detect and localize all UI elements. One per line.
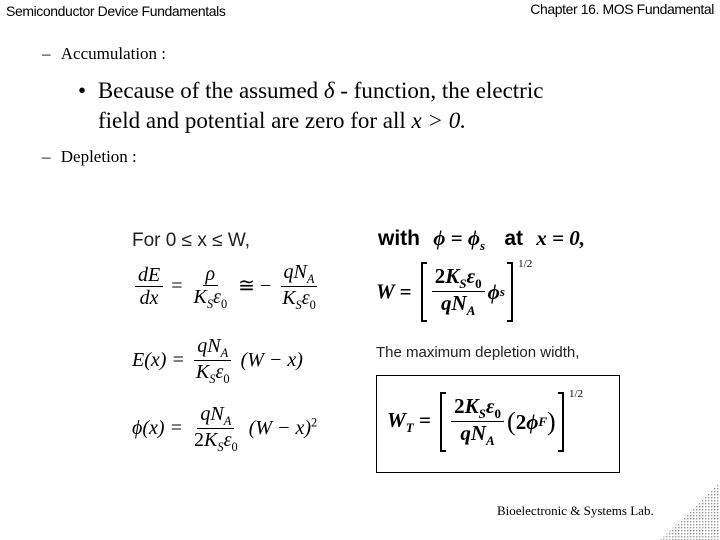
- with-cond: ϕ = ϕ: [433, 226, 481, 250]
- eq2-rest: (W − x): [240, 348, 303, 371]
- wt-exponent: 1/2: [568, 387, 584, 400]
- boundary-condition: [378, 226, 585, 254]
- delta-symbol: δ: [323, 78, 335, 103]
- wt-equation: $W_T$ = $\frac{2K_S\varepsilon_0}{qN_A}$ ( 2 ϕ F ) $^{1/2}$: [387, 392, 583, 452]
- eq1-rhs-num: qN: [283, 261, 307, 283]
- w-exponent: 1/2: [518, 257, 533, 270]
- with-word: with: [378, 227, 420, 250]
- max-depletion-label: The maximum depletion width,: [376, 344, 580, 361]
- w-lhs: W =: [376, 279, 412, 304]
- equation-dE-dx: $\frac{dE}{dx}$ = $\frac{\rho}{K_S\varepsilon_0}$ ≅ − $\frac{qN_A}{K_S\varepsilon_0}$: [132, 262, 322, 313]
- header-left-title: Semiconductor Device Fundamentals: [6, 3, 226, 19]
- eq2-lhs: E(x) =: [132, 348, 185, 371]
- at-cond: x = 0,: [536, 226, 586, 250]
- eq1-lhs-num: dE: [135, 265, 163, 287]
- accum-text-2a: field and potential are zero for all: [98, 108, 412, 133]
- depletion-label: Depletion :: [60, 147, 137, 166]
- for-condition: For 0 ≤ x ≤ W,: [132, 230, 250, 251]
- dash-bullet: –: [42, 147, 51, 166]
- depletion-width-equation: [376, 257, 533, 322]
- wt-lhs: W: [387, 407, 406, 432]
- accum-line-1: [78, 76, 698, 106]
- eq3-rest: (W − x): [248, 416, 312, 439]
- accumulation-heading: [42, 44, 166, 64]
- with-sub: s: [480, 238, 486, 254]
- accum-text-1a: Because of the assumed: [97, 78, 324, 103]
- accumulation-label: Accumulation :: [60, 44, 167, 63]
- wt-bracket: $\frac{2K_S\varepsilon_0}{qN_A}$ ( 2 ϕ F ): [440, 392, 564, 452]
- at-word: at: [504, 227, 524, 250]
- accumulation-body: [78, 76, 698, 136]
- eq1-mid-den: K: [193, 285, 207, 308]
- dot-bullet: •: [78, 78, 87, 103]
- eq3-lhs: ϕ(x) =: [132, 416, 184, 439]
- dash-bullet: –: [42, 44, 51, 63]
- w-bracket: $\frac{2K_S\varepsilon_0}{qN_A}$ ϕ s: [421, 262, 513, 322]
- accum-condition: x > 0.: [411, 108, 467, 133]
- header-right-chapter: Chapter 16. MOS Fundamental: [530, 1, 714, 17]
- eq1-lhs-den: dx: [139, 287, 159, 310]
- equation-E-of-x: E(x) = $\frac{qN_A}{K_S\varepsilon_0}$ (W − x): [132, 335, 303, 387]
- accum-line-2: [98, 106, 698, 136]
- eq1-mid-num: ρ: [203, 264, 219, 286]
- eq3-exponent: 2: [311, 415, 318, 430]
- wt-equation-box: [376, 375, 620, 473]
- accum-text-1b: - function, the electric: [334, 78, 544, 103]
- wt-sub: T: [405, 420, 414, 436]
- footer-lab-name: Bioelectronic & Systems Lab.: [497, 503, 654, 518]
- equation-phi-of-x: ϕ(x) = $\frac{qN_A}{2K_S\varepsilon_0}$ $(W - x)^2$: [132, 403, 318, 455]
- depletion-heading: [42, 147, 137, 167]
- corner-decoration: [660, 482, 720, 540]
